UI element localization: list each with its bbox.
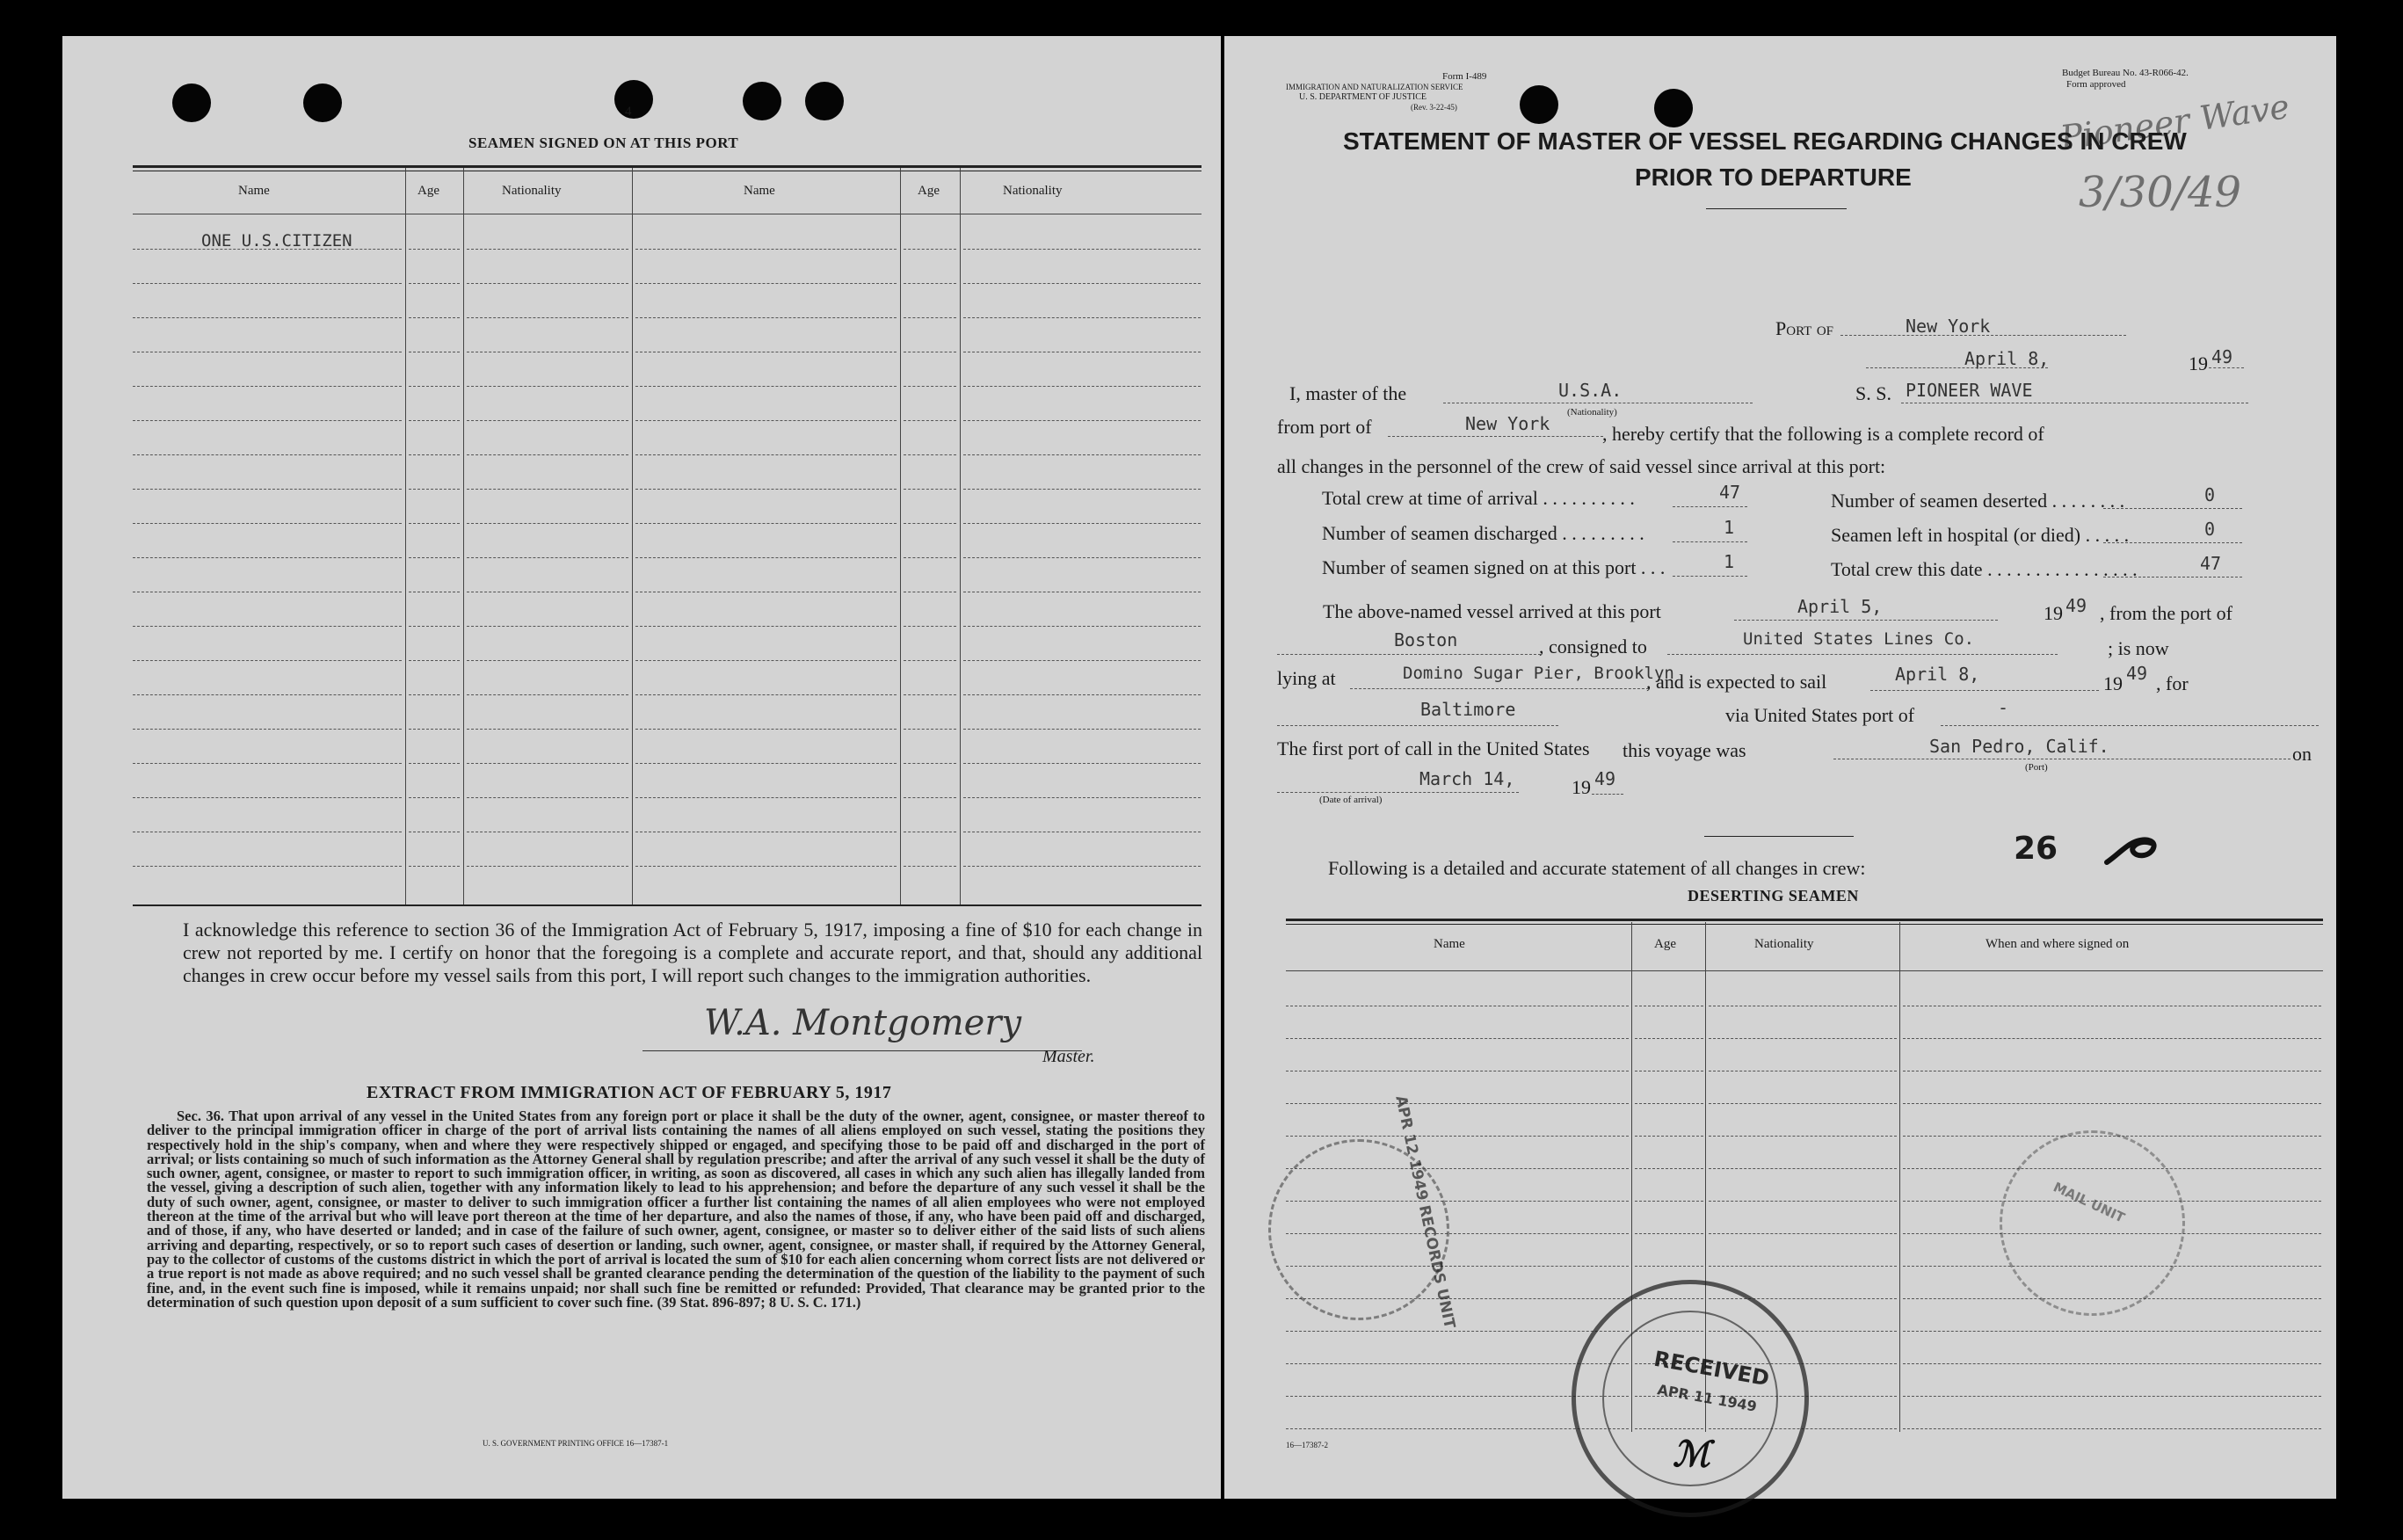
ruled-line xyxy=(409,489,460,490)
table-bottom-rule xyxy=(133,904,1202,906)
ruled-line xyxy=(1903,1103,2321,1104)
ink-scribble-icon xyxy=(2102,825,2165,869)
ruled-line xyxy=(1709,1201,1897,1202)
ruled-line xyxy=(133,249,402,250)
lying-at-label: lying at xyxy=(1277,667,1336,689)
ruled-line xyxy=(133,317,402,318)
punch-hole xyxy=(805,82,844,120)
header-nationality: Nationality xyxy=(1003,184,1063,198)
sail-date: April 8, xyxy=(1895,664,1980,685)
ruled-line xyxy=(635,763,897,764)
ruled-line xyxy=(467,317,628,318)
header-name: Name xyxy=(744,184,775,198)
deserting-header-signed-on: When and where signed on xyxy=(1986,937,2130,951)
received-stamp xyxy=(1572,1280,1809,1517)
deserting-header-age: Age xyxy=(1654,937,1676,951)
ruled-line xyxy=(635,317,897,318)
ruled-line xyxy=(409,626,460,627)
table-row-name: ONE U.S.CITIZEN xyxy=(201,231,352,251)
ruled-line xyxy=(963,866,1201,867)
ruled-line xyxy=(635,386,897,387)
ruled-line xyxy=(467,386,628,387)
ruled-line xyxy=(409,694,460,695)
ruled-line xyxy=(904,694,956,695)
ruled-line xyxy=(1635,1233,1703,1234)
ruled-line xyxy=(635,283,897,284)
ruled-line xyxy=(904,557,956,558)
ruled-line xyxy=(467,454,628,455)
ruled-line xyxy=(904,420,956,421)
deserting-header-name: Name xyxy=(1434,937,1465,951)
certification-text: I acknowledge this reference to section 36 of the Immigration Act of February 5, 1917, imposing a fine of $10 for each change in crew not reported by me. I certify on honor that the foregoing is a complete and accurate report, and that, should any additional changes in crew occur before my vessel sails from this port, I will report such changes to the immigration authorities. xyxy=(183,919,1202,986)
ruled-line xyxy=(409,454,460,455)
ruled-line xyxy=(1286,1136,1629,1137)
ruled-line xyxy=(635,489,897,490)
ruled-line xyxy=(467,660,628,661)
deserting-seamen-title: DESERTING SEAMEN xyxy=(1688,887,1859,904)
ruled-line xyxy=(133,626,402,627)
mail-stamp-text: MAIL UNIT xyxy=(2051,1179,2128,1226)
ruled-line xyxy=(467,866,628,867)
seamen-signed-on: 1 xyxy=(1724,551,1735,572)
ruled-line xyxy=(1903,1428,2321,1429)
ruled-line xyxy=(409,249,460,250)
destination-port: Baltimore xyxy=(1420,699,1516,720)
form-approved: Form approved xyxy=(2066,79,2126,90)
ruled-line xyxy=(963,454,1201,455)
consignee: United States Lines Co. xyxy=(1743,629,1975,649)
seamen-hospital: 0 xyxy=(2204,519,2216,540)
ruled-line xyxy=(467,626,628,627)
ruled-line xyxy=(904,763,956,764)
following-text: Following is a detailed and accurate statement of all changes in crew: xyxy=(1328,857,1866,879)
ruled-line xyxy=(133,283,402,284)
punch-hole xyxy=(1520,85,1558,124)
ruled-line xyxy=(904,317,956,318)
ruled-line xyxy=(467,557,628,558)
ruled-line xyxy=(409,420,460,421)
ruled-line xyxy=(635,660,897,661)
ruled-line xyxy=(904,797,956,798)
ruled-line xyxy=(1903,1363,2321,1364)
first-port-label: The first port of call in the United States xyxy=(1277,737,1590,759)
sheet-number: 26 xyxy=(2014,831,2058,867)
on-label: on xyxy=(2292,743,2312,765)
consigned-label: , consigned to xyxy=(1539,636,1647,657)
received-stamp-label: RECEIVED xyxy=(1652,1346,1772,1391)
ruled-line xyxy=(1709,1266,1897,1267)
section-36-label: Sec. 36. xyxy=(177,1108,224,1124)
ruled-line xyxy=(963,283,1201,284)
ruled-line xyxy=(133,763,402,764)
ruled-line xyxy=(1903,1331,2321,1332)
ruled-line xyxy=(1709,1103,1897,1104)
master-of-label: I, master of the xyxy=(1289,382,1407,404)
ruled-line xyxy=(133,557,402,558)
signed-on-title: SEAMEN SIGNED ON AT THIS PORT xyxy=(468,134,739,151)
from-port-label: from port of xyxy=(1277,416,1372,438)
ruled-line xyxy=(963,729,1201,730)
ruled-line xyxy=(467,523,628,524)
ruled-line xyxy=(467,729,628,730)
seamen-deserted: 0 xyxy=(2204,484,2216,505)
via-port: - xyxy=(1998,697,2009,718)
ruled-line xyxy=(635,694,897,695)
ruled-line xyxy=(904,454,956,455)
ruled-line xyxy=(1709,1136,1897,1137)
ss-label: S. S. xyxy=(1855,382,1891,404)
header-name: Name xyxy=(238,184,270,198)
header-nationality: Nationality xyxy=(502,184,562,198)
certify-text-2: all changes in the personnel of the crew of said vessel since arrival at this port: xyxy=(1277,455,1886,477)
date-of-arrival-caption: (Date of arrival) xyxy=(1319,795,1383,805)
arrived-date: April 5, xyxy=(1797,596,1883,617)
ruled-line xyxy=(963,489,1201,490)
ruled-line xyxy=(904,249,956,250)
first-port-arrival-date: March 14, xyxy=(1419,768,1515,789)
total-crew-date-label: Total crew this date . . . . . . . . . . . . . . . . xyxy=(1831,558,2138,580)
ruled-line xyxy=(133,797,402,798)
ruled-line xyxy=(1286,1103,1629,1104)
vessel-nationality: U.S.A. xyxy=(1558,380,1623,401)
ruled-line xyxy=(467,797,628,798)
ruled-line xyxy=(635,523,897,524)
punch-hole xyxy=(743,82,781,120)
ruled-line xyxy=(904,489,956,490)
ruled-line xyxy=(963,694,1201,695)
records-stamp-text: APR 12 1949 RECORDS UNIT xyxy=(1391,1093,1459,1331)
sail-year: 49 xyxy=(2126,663,2148,684)
vessel-name: PIONEER WAVE xyxy=(1906,380,2033,401)
ruled-line xyxy=(133,523,402,524)
ruled-line xyxy=(963,249,1201,250)
from-port-of-label: , from the port of xyxy=(2100,602,2232,624)
form-title: STATEMENT OF MASTER OF VESSEL REGARDING CHANGES IN CREW xyxy=(1343,127,2187,155)
ruled-line xyxy=(635,420,897,421)
ruled-line xyxy=(1286,1331,1629,1332)
ruled-line xyxy=(904,386,956,387)
mail-unit-stamp xyxy=(2000,1130,2185,1316)
deserting-table-top-rule xyxy=(1286,919,2323,921)
section-36-text xyxy=(147,1109,1205,1310)
table-top-rule xyxy=(133,165,1202,168)
ruled-line xyxy=(133,489,402,490)
handwritten-vessel-note: Pioneer Wave xyxy=(2058,86,2292,158)
punch-hole xyxy=(172,84,211,122)
from-port-value: New York xyxy=(1465,413,1550,434)
statement-year: 49 xyxy=(2211,346,2233,367)
nationality-caption: (Nationality) xyxy=(1567,407,1617,418)
seamen-discharged: 1 xyxy=(1724,517,1735,538)
received-stamp-date: APR 11 1949 xyxy=(1656,1381,1759,1415)
ruled-line xyxy=(635,797,897,798)
port-label: Port of xyxy=(1775,317,1834,339)
ruled-line xyxy=(1286,1038,1629,1039)
ruled-line xyxy=(963,386,1201,387)
budget-bureau: Budget Bureau No. 43-R066-42. xyxy=(2062,68,2189,78)
ruled-line xyxy=(635,249,897,250)
arrived-year: 49 xyxy=(2065,595,2087,616)
port-caption: (Port) xyxy=(2025,762,2048,773)
inspector-initials: ℳ xyxy=(1673,1434,1710,1475)
ruled-line xyxy=(409,660,460,661)
hospital-label: Seamen left in hospital (or died) . . . . . xyxy=(1831,524,2130,546)
right-page xyxy=(1224,36,2336,1499)
printing-office: U. S. GOVERNMENT PRINTING OFFICE 16—17387-1 xyxy=(483,1439,669,1448)
ruled-line xyxy=(963,317,1201,318)
total-crew-arrival-label: Total crew at time of arrival . . . . . . . . . . xyxy=(1322,487,1635,509)
ruled-line xyxy=(409,866,460,867)
ruled-line xyxy=(1635,1136,1703,1137)
form-number: Form I-489 xyxy=(1442,71,1487,82)
ruled-line xyxy=(635,866,897,867)
ruled-line xyxy=(635,557,897,558)
arrived-label: The above-named vessel arrived at this port xyxy=(1323,600,1661,622)
ruled-line xyxy=(1709,1233,1897,1234)
printing-office-right: 16—17387-2 xyxy=(1286,1441,1328,1449)
origin-port: Boston xyxy=(1394,629,1458,650)
lying-at-location: Domino Sugar Pier, Brooklyn xyxy=(1403,664,1674,683)
section-36-citation: (39 Stat. 896-897; 8 U. S. C. 171.) xyxy=(657,1293,861,1311)
ruled-line xyxy=(963,557,1201,558)
ruled-line xyxy=(963,763,1201,764)
ruled-line xyxy=(409,763,460,764)
ruled-line xyxy=(1903,1038,2321,1039)
form-revision: (Rev. 3-22-45) xyxy=(1411,103,1457,112)
ruled-line xyxy=(904,660,956,661)
ruled-line xyxy=(904,523,956,524)
ruled-line xyxy=(963,523,1201,524)
total-crew-date: 47 xyxy=(2200,553,2222,574)
ruled-line xyxy=(963,626,1201,627)
ruled-line xyxy=(963,420,1201,421)
sail-year-prefix: 19 xyxy=(2103,672,2123,694)
port-value: New York xyxy=(1906,316,1991,337)
records-unit-stamp xyxy=(1268,1093,1459,1331)
ruled-line xyxy=(904,626,956,627)
master-label: Master. xyxy=(1042,1047,1095,1066)
ruled-line xyxy=(409,523,460,524)
ruled-line xyxy=(904,729,956,730)
certify-text: , hereby certify that the following is a complete record of xyxy=(1602,423,2044,445)
ruled-line xyxy=(1709,1038,1897,1039)
arrival-year-prefix: 19 xyxy=(1572,776,1591,798)
ruled-line xyxy=(467,489,628,490)
signed-on-label: Number of seamen signed on at this port . . . xyxy=(1322,556,1666,578)
department-name: U. S. DEPARTMENT OF JUSTICE xyxy=(1299,92,1427,102)
ruled-line xyxy=(409,317,460,318)
header-age: Age xyxy=(417,184,439,198)
ruled-line xyxy=(133,660,402,661)
first-port-arrival-year: 49 xyxy=(1594,768,1616,789)
ruled-line xyxy=(133,866,402,867)
ruled-line xyxy=(1635,1168,1703,1169)
ruled-line xyxy=(133,386,402,387)
ruled-line xyxy=(409,386,460,387)
ruled-line xyxy=(409,557,460,558)
ruled-line xyxy=(133,729,402,730)
extract-title: EXTRACT FROM IMMIGRATION ACT OF FEBRUARY 5, 1917 xyxy=(367,1083,892,1102)
header-age: Age xyxy=(918,184,940,198)
ruled-line xyxy=(467,283,628,284)
agency-name: IMMIGRATION AND NATURALIZATION SERVICE xyxy=(1286,83,1463,91)
total-crew-arrival: 47 xyxy=(1719,482,1741,503)
punch-hole xyxy=(1654,89,1693,127)
ruled-line xyxy=(635,454,897,455)
ruled-line xyxy=(409,283,460,284)
is-now-label: ; is now xyxy=(2108,637,2169,659)
ruled-line xyxy=(133,694,402,695)
form-subtitle: PRIOR TO DEPARTURE xyxy=(1635,163,1912,191)
ruled-line xyxy=(409,729,460,730)
ruled-line xyxy=(467,249,628,250)
discharged-label: Number of seamen discharged . . . . . . . . . xyxy=(1322,522,1644,544)
deserted-label: Number of seamen deserted . . . . . . . . xyxy=(1831,490,2125,512)
ruled-line xyxy=(963,797,1201,798)
ruled-line xyxy=(904,866,956,867)
arrived-year-prefix: 19 xyxy=(2044,602,2063,624)
ruled-line xyxy=(409,797,460,798)
expected-label: , and is expected to sail xyxy=(1646,671,1827,693)
ruled-line xyxy=(467,694,628,695)
ruled-line xyxy=(1709,1168,1897,1169)
this-voyage-label: this voyage was xyxy=(1623,739,1746,761)
master-signature: W.A. Montgomery xyxy=(704,1003,1022,1043)
via-label: via United States port of xyxy=(1725,704,1915,726)
punch-hole xyxy=(303,84,342,122)
ruled-line xyxy=(1635,1038,1703,1039)
handwritten-date: 3/30/49 xyxy=(2079,168,2242,217)
statement-date: April 8, xyxy=(1964,348,2050,369)
ruled-line xyxy=(904,283,956,284)
first-port-of-call: San Pedro, Calif. xyxy=(1929,736,2109,757)
section-36-body: That upon arrival of any vessel in the United States from any foreign port or place it shall be the duty of the owner, agent, consignee, or master thereof to deliver to the principal immigration officer in charge of the port of arrival lists containing the names of all aliens employed on such vessel, stating the positions they respectively hold in the ship's company, when and where they were respectively shipped or engaged, and specifying those to be paid off and discharged in the port of arrival; or lists containing so much of such information as the Attorney General shall by regulation prescribe; and after the arrival of any such vessel it shall be the duty of such owner, agent, consignee, or master to report to such immigration officer, in writing, as soon as discovered, all cases in which any such alien has illegally landed from the vessel, giving a description of such alien, together with any information likely to lead to his apprehension; and before the departure of any such vessel it shall be the duty of such owner, agent, consignee, or master to deliver to such immigration officer a further list containing the names of all alien employees who were not employed thereon at the time of the arrival but who will leave port thereon at the time of her departure, and also the names of those, if any, who have been paid off and discharged, and of those, if any, who have deserted or landed; and in case of the failure of such owner, agent, consignee, or master so to deliver either of the said lists of such aliens arriving and departing, respectively, or so to report such cases of desertion or landing, such owner, agent, consignee, or master shall, if required by the Attorney General, pay to the collector of customs of the customs district in which the port of arrival is located the sum of $10 for each alien concerning whom correct lists are not delivered or a true report is not made as above required; and no such vessel shall be granted clearance pending the determination of the question of the liability to the payment of such fine, and, in the event such fine is imposed, while it remains unpaid; nor shall such fine be remitted or refunded: Provided, That clearance may be granted prior to the determination of such question upon deposit of a sum sufficient to cover such fine. xyxy=(147,1108,1206,1311)
ruled-line xyxy=(963,660,1201,661)
ruled-line xyxy=(635,729,897,730)
ruled-line xyxy=(133,454,402,455)
left-page xyxy=(62,36,1221,1499)
for-label: , for xyxy=(2156,672,2189,694)
page-number: 4 xyxy=(625,105,632,119)
ruled-line xyxy=(1635,1266,1703,1267)
ruled-line xyxy=(1635,1201,1703,1202)
ruled-line xyxy=(635,626,897,627)
punch-hole xyxy=(614,80,653,119)
deserting-header-nationality: Nationality xyxy=(1754,937,1814,951)
ruled-line xyxy=(467,763,628,764)
year-prefix: 19 xyxy=(2189,352,2208,374)
ruled-line xyxy=(1903,1396,2321,1397)
ruled-line xyxy=(1635,1103,1703,1104)
ruled-line xyxy=(133,420,402,421)
ruled-line xyxy=(467,420,628,421)
